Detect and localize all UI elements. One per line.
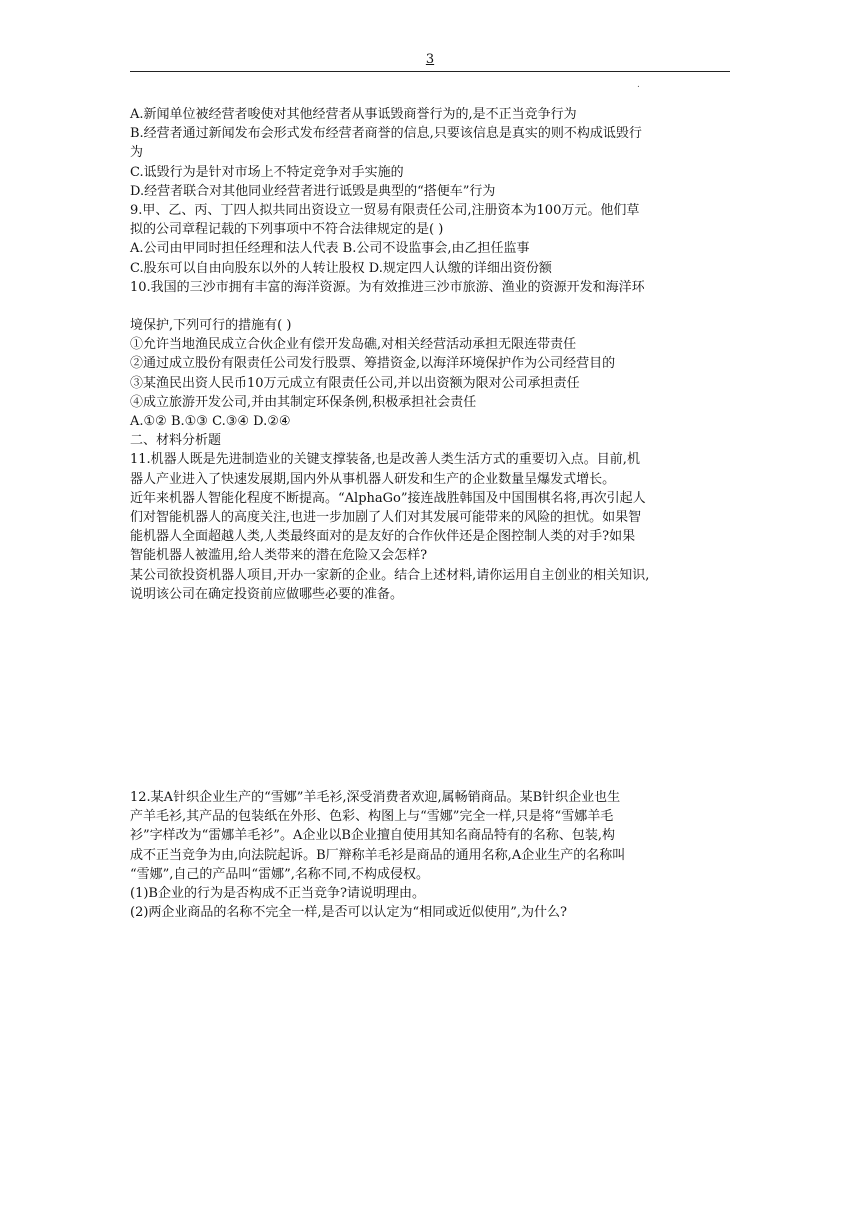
question-block-12 (130, 788, 740, 922)
question-11-line-5: 能机器人全面超越人类,人类最终面对的是友好的合作伙伴还是企图控制人类的对手?如果 (130, 529, 636, 545)
question-block-10-11 (130, 316, 740, 604)
section-heading-analysis: 二、材料分析题 (130, 433, 222, 449)
options-9ab: A.公司由甲同时担任经理和法人代表 B.公司不设监事会,由乙担任监事 (130, 241, 530, 257)
question-12-line-4: 成不正当竞争为由,向法院起诉。B厂辩称羊毛衫是商品的通用名称,A企业生产的名称叫 (130, 847, 626, 863)
options-10: A.①② B.①③ C.③④ D.②④ (130, 414, 291, 430)
question-11-line-7: 某公司欲投资机器人项目,开办一家新的企业。结合上述材料,请你运用自主创业的相关知识, (130, 567, 650, 583)
question-11-line-8: 说明该公司在确定投资前应做哪些必要的准备。 (130, 586, 404, 602)
question-11-line-1: 11.机器人既是先进制造业的关键支撑装备,也是改善人类生活方式的重要切入点。目前,机 (130, 452, 640, 468)
question-12-sub-1: (1)B企业的行为是否构成不正当竞争?请说明理由。 (130, 886, 425, 902)
option-8a: A.新闻单位被经营者唆使对其他经营者从事诋毁商誉行为的,是不正当竞争行为 (130, 107, 577, 122)
option-8d: D.经营者联合对其他同业经营者进行诋毁是典型的“搭便车”行为 (130, 183, 496, 199)
question-12-line-3: 衫”字样改为“雷娜羊毛衫”。A企业以B企业擅自使用其知名商品特有的名称、包装,构 (130, 828, 616, 844)
question-10-cont: 境保护,下列可行的措施有( ) (130, 318, 292, 333)
question-11-line-2: 器人产业进入了快速发展期,国内外从事机器人研发和生产的企业数量呈爆发式增长。 (130, 471, 616, 487)
option-8c: C.诋毁行为是针对市场上不特定竞争对手实施的 (130, 164, 404, 180)
header-dot: . (637, 80, 640, 90)
header-rule (130, 71, 730, 72)
question-11-line-6: 智能机器人被滥用,给人类带来的潜在危险又会怎样? (130, 548, 428, 564)
question-12-line-1: 12.某A针织企业生产的“雪娜”羊毛衫,深受消费者欢迎,属畅销商品。某B针织企业也生 (130, 790, 621, 805)
statement-3: ③某渔民出资人民币10万元成立有限责任公司,并以出资额为限对公司承担责任 (130, 375, 580, 391)
question-9-cont: 拟的公司章程记载的下列事项中不符合法律规定的是( ) (130, 222, 444, 238)
options-9cd: C.股东可以自由向股东以外的人转让股权 D.规定四人认缴的详细出资份额 (130, 260, 552, 276)
question-12-line-5: “雪娜”,自己的产品叫“雷娜”,名称不同,不构成侵权。 (130, 866, 429, 882)
question-12-sub-2: (2)两企业商品的名称不完全一样,是否可以认定为“相同或近似使用”,为什么? (130, 905, 567, 921)
question-9: 9.甲、乙、丙、丁四人拟共同出资设立一贸易有限责任公司,注册资本为100万元。他们草 (130, 203, 640, 219)
page-number: 3 (425, 52, 435, 67)
question-12-line-2: 产羊毛衫,其产品的包装纸在外形、色彩、构图上与“雪娜”完全一样,只是将“雪娜羊毛 (130, 809, 614, 825)
question-block-8-10 (130, 105, 740, 297)
question-11-line-4: 们对智能机器人的高度关注,也进一步加剧了人们对其发展可能带来的风险的担忧。如果智 (130, 510, 642, 526)
statement-4: ④成立旅游开发公司,并由其制定环保条例,积极承担社会责任 (130, 394, 477, 410)
statement-2: ②通过成立股份有限责任公司发行股票、筹措资金,以海洋环境保护作为公司经营目的 (130, 356, 616, 372)
question-11-line-3: 近年来机器人智能化程度不断提高。“AlphaGo”接连战胜韩国及中国围棋名将,再次引起人 (130, 490, 646, 506)
question-10: 10.我国的三沙市拥有丰富的海洋资源。为有效推进三沙市旅游、渔业的资源开发和海洋环 (130, 279, 645, 295)
option-8b: B.经营者通过新闻发布会形式发布经营者商誉的信息,只要该信息是真实的则不构成诋毁行 (130, 126, 642, 142)
statement-1: ①允许当地渔民成立合伙企业有偿开发岛礁,对相关经营活动承担无限连带责任 (130, 337, 577, 353)
option-8b-cont: 为 (130, 145, 144, 161)
